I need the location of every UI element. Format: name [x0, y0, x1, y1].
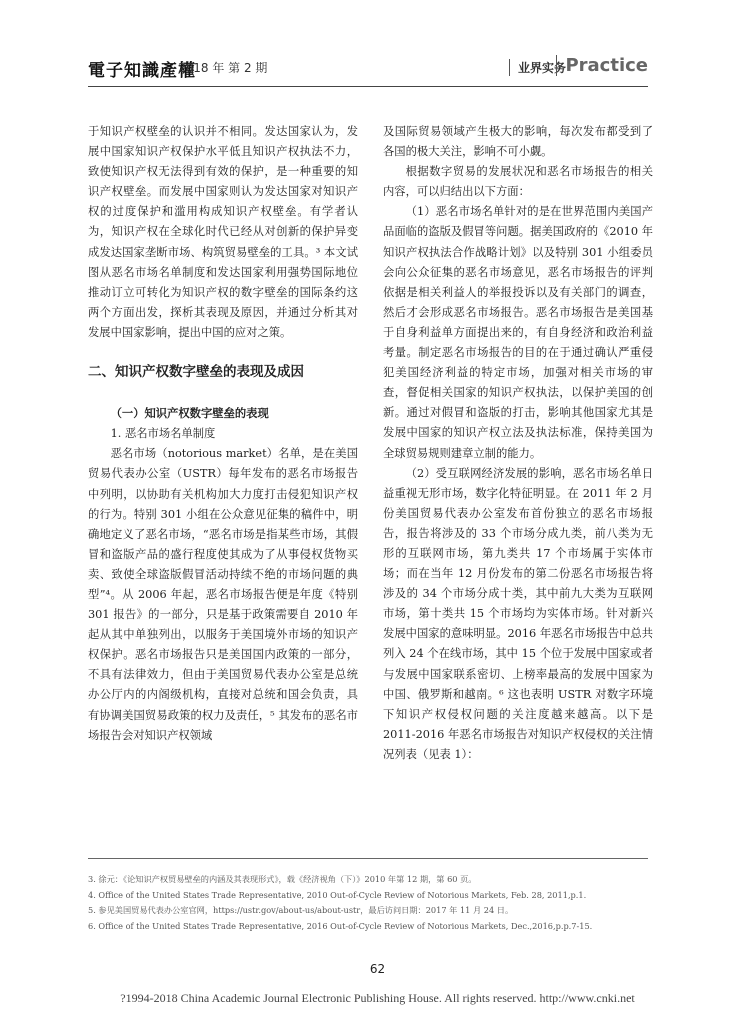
left-column	[88, 122, 358, 746]
footnote: 3. 徐元：《论知识产权贸易壁垒的内涵及其表现形式》，载《经济视角（下）》2010 年第 12 期，第 60 页。	[88, 874, 477, 884]
section-label-zh: 业界实务	[509, 59, 566, 76]
section-heading: 二、知识产权数字壁垒的表现及成因	[88, 364, 304, 381]
section-label-en: Practice	[556, 55, 648, 76]
footnote: 4. Office of the United States Trade Representative, 2010 Out-of-Cycle Review of Notorious Markets, Feb. 28, 2011,p.1.	[88, 889, 587, 900]
body-paragraph: 恶名市场（notorious market）名单，是在美国贸易代表办公室（USTR）每年发布的恶名市场报告中列明，以协助有关机构加大力度打击侵犯知识产权的行为。特别 301 小组在公众意见征集的稿件中，明确地定义了恶名市场，“恶名市场是指某些市场，其假冒和盗版产品的盛行程度使其成为了从事侵权货物买卖、致使全球盗版假冒活动持续不绝的市场问题的典型”⁴。从 2006 年起，恶名市场报告便是年度《特别 301 报告》的一部分，只是基于政策需要自 2010 年起从其中单独列出，以服务于美国境外市场的知识产权保护。恶名市场报告只是美国国内政策的一部分，不具有法律效力，但由于美国贸易代表办公室是总统办公厅内的内阁级机构，直接对总统和国会负责，具有协调美国贸易政策的权力及责任，⁵ 其发布的恶名市场报告会对知识产权领域	[88, 447, 358, 742]
copyright-line: ?1994-2018 China Academic Journal Electronic Publishing House. All rights reserved. http://www.cnki.net	[120, 991, 635, 1005]
body-paragraph: （2）受互联网经济发展的影响，恶名市场名单日益重视无形市场，数字化特征明显。在 2011 年 2 月份美国贸易代表办公室发布首份独立的恶名市场报告，报告将涉及的 33 个市场分成九类，前八类为无形的互联网市场，第九类共 17 个市场属于实体市场；而在当年 12 月份发布的第二份恶名市场报告将涉及的 34 个市场分成十类，其中前九大类为互联网市场，第十类共 15 个市场均为实体市场。针对新兴发展中国家的意味明显。2016 年恶名市场报告中总共列入 24 个在线市场，其中 15 个位于发展中国家或者与发展中国家联系密切、上榜率最高的发展中国家为中国、俄罗斯和越南。⁶ 这也表明 USTR 对数字环境下知识产权侵权问题的关注度越来越高。以下是 2011-2016 年恶名市场报告对知识产权侵权的关注情况列表（见表 1）：	[383, 466, 653, 761]
subsection-heading: （一）知识产权数字壁垒的表现	[110, 407, 269, 421]
continued-paragraph: 及国际贸易领域产生极大的影响，每次发布都受到了各国的极大关注，影响不可小觑。	[383, 125, 653, 159]
body-paragraph: （1）恶名市场名单针对的是在世界范围内美国产品面临的盗版及假冒等问题。据美国政府的《2010 年知识产权执法合作战略计划》以及特别 301 小组委员会向公众征集的恶名市场意见，恶名市场报告的评判依据是相关利益人的举报投诉以及有关部门的调查，然后才会形成恶名市场报告。恶名市场报告是美国基于自身利益单方面提出来的，有自身经济和政治利益考量。制定恶名市场报告的目的在于通过确认严重侵犯美国经济利益的特定市场，加强对相关市场的审查，督促相关国家的知识产权执法，以保护美国的创新。通过对假冒和盗版的打击，影响其他国家尤其是发展中国家的知识产权立法及执法标准，保持美国为全球贸易规则建章立制的能力。	[383, 205, 653, 460]
footnote-divider	[88, 858, 648, 859]
sub-subsection-heading: 1. 恶名市场名单制度	[110, 427, 216, 441]
issue-label: 2018 年 第 2 期	[178, 61, 268, 75]
page-number: 62	[369, 962, 386, 976]
journal-logo: 電子知識產權	[88, 61, 196, 81]
page-header	[88, 52, 648, 86]
header-divider	[88, 86, 648, 87]
footnote: 6. Office of the United States Trade Representative, 2016 Out-of-Cycle Review of Notorious Markets, Dec.,2016,p.p.7-15.	[88, 920, 593, 931]
footnote: 5. 参见美国贸易代表办公室官网，https://ustr.gov/about-us/about-ustr，最后访问日期：2017 年 11 月 24 日。	[88, 905, 514, 915]
right-column	[383, 122, 653, 765]
footnotes	[88, 872, 653, 934]
intro-paragraph: 于知识产权壁垒的认识并不相同。发达国家认为，发展中国家知识产权保护水平低且知识产权执法不力，致使知识产权无法得到有效的保护，是一种重要的知识产权壁垒。而发展中国家则认为发达国家对知识产权的过度保护和滥用构成知识产权壁垒。有学者认为，知识产权在全球化时代已经从对创新的保护异变成发达国家垄断市场、构筑贸易壁垒的工具。³ 本文试图从恶名市场名单制度和发达国家利用强势国际地位推动订立可转化为知识产权的数字壁垒的国际条约这两个方面出发，探析其表现及原因，并通过分析其对发展中国家影响，提出中国的应对之策。	[88, 125, 358, 339]
body-paragraph: 根据数字贸易的发展状况和恶名市场报告的相关内容，可以归结出以下方面：	[383, 165, 653, 199]
